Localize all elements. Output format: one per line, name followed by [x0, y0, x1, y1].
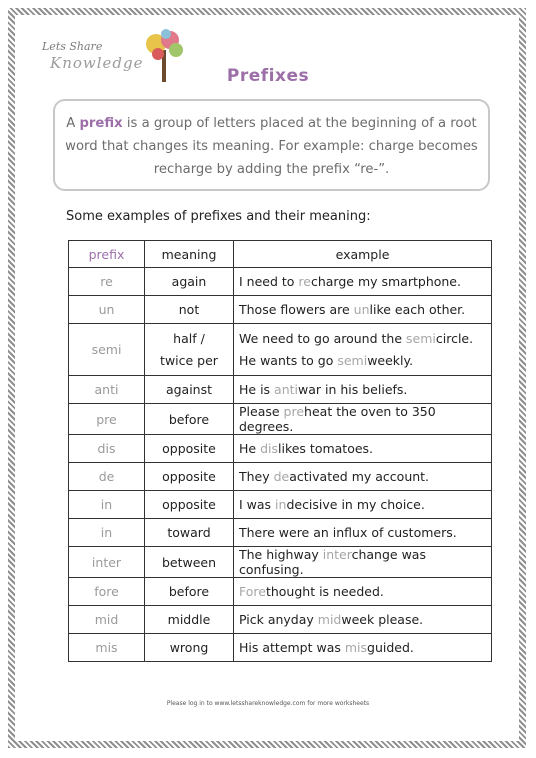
meaning-cell — [145, 268, 234, 296]
meaning-line: middle — [167, 612, 211, 627]
example-text: He is — [239, 382, 275, 397]
table-row — [69, 578, 492, 606]
definition-fragment: is a group of letters placed at the beginning of a root word that changes its meaning. For example: charge becomes recharge by adding the prefix “re-”. — [65, 116, 478, 177]
prefix-cell: anti — [69, 376, 145, 404]
example-cell — [234, 634, 492, 662]
table-row — [69, 606, 492, 634]
prefix-cell: inter — [69, 547, 145, 578]
example-text: Please — [239, 404, 284, 419]
example-prefix-highlight: un — [353, 302, 370, 317]
definition-text — [65, 116, 478, 177]
example-line — [239, 328, 486, 350]
example-text: heat the oven to 350 degrees. — [239, 404, 436, 434]
meaning-line: wrong — [169, 640, 209, 655]
subtitle: Some examples of prefixes and their meaning: — [66, 209, 371, 224]
prefix-cell: fore — [69, 578, 145, 606]
prefix-cell: semi — [69, 324, 145, 376]
example-line — [239, 404, 486, 434]
table-row — [69, 376, 492, 404]
meaning-line: again — [171, 274, 207, 289]
example-text: There were an influx of customers. — [239, 525, 457, 540]
table-row — [69, 634, 492, 662]
meaning-line: toward — [167, 525, 211, 540]
meaning-cell — [145, 435, 234, 463]
meaning-cell — [145, 519, 234, 547]
table-row — [69, 324, 492, 376]
prefix-cell: un — [69, 296, 145, 324]
example-line — [239, 640, 486, 655]
example-text: guided. — [367, 640, 414, 655]
example-prefix-highlight: semi — [406, 330, 436, 346]
example-line — [239, 441, 486, 456]
example-text: thought is needed. — [265, 584, 384, 599]
meaning-cell — [145, 376, 234, 404]
prefix-cell: re — [69, 268, 145, 296]
meaning-line: before — [168, 411, 210, 427]
meaning-cell — [145, 606, 234, 634]
meaning-line: twice per — [160, 352, 218, 368]
table-row — [69, 463, 492, 491]
example-text: His attempt was — [239, 640, 345, 655]
prefix-table — [68, 240, 492, 662]
prefix-cell: de — [69, 463, 145, 491]
footer-note: Please log in to www.letsshareknowledge.com for more worksheets — [166, 700, 370, 707]
meaning-cell — [145, 634, 234, 662]
table-row — [69, 547, 492, 578]
meaning-cell — [145, 463, 234, 491]
example-cell — [234, 606, 492, 634]
example-text: I was — [239, 497, 276, 512]
example-line — [239, 274, 486, 289]
example-line — [239, 584, 486, 599]
table-row — [69, 491, 492, 519]
example-line — [239, 497, 486, 512]
header-example: example — [234, 241, 492, 268]
logo-line2: Knowledge — [50, 54, 144, 72]
table-header-row — [69, 241, 492, 268]
definition-keyword: prefix — [79, 116, 123, 131]
meaning-line: before — [168, 584, 210, 599]
example-text: The highway — [239, 547, 323, 562]
table-body — [69, 268, 492, 662]
example-prefix-highlight: pre — [283, 404, 305, 419]
prefix-cell: mis — [69, 634, 145, 662]
meaning-line: against — [165, 382, 213, 397]
meaning-cell — [145, 491, 234, 519]
example-cell — [234, 376, 492, 404]
example-prefix-highlight: inter — [322, 547, 352, 562]
definition-box — [53, 99, 490, 191]
example-cell — [234, 296, 492, 324]
table-row — [69, 268, 492, 296]
example-text: circle. — [435, 330, 474, 346]
example-line — [239, 547, 486, 577]
example-text: He — [239, 441, 261, 456]
meaning-line: half / — [173, 330, 205, 346]
example-text: weekly. — [367, 352, 414, 368]
example-line — [239, 612, 486, 627]
example-text: Pick anyday — [239, 612, 318, 627]
example-prefix-highlight: re — [298, 274, 311, 289]
example-line — [239, 469, 486, 484]
example-cell — [234, 404, 492, 435]
header-prefix: prefix — [69, 241, 145, 268]
meaning-line: between — [161, 554, 217, 570]
example-prefix-highlight: de — [273, 469, 290, 484]
example-line — [239, 382, 486, 397]
meaning-line: opposite — [162, 469, 216, 484]
example-prefix-highlight: semi — [337, 352, 368, 368]
example-text: likes tomatoes. — [278, 441, 374, 456]
example-text: week please. — [341, 612, 424, 627]
prefix-cell: in — [69, 491, 145, 519]
example-cell — [234, 547, 492, 578]
page-title: Prefixes — [226, 66, 310, 86]
example-text: war in his beliefs. — [298, 382, 408, 397]
prefix-cell: in — [69, 519, 145, 547]
meaning-cell — [145, 578, 234, 606]
example-prefix-highlight: in — [275, 497, 287, 512]
example-text: I need to — [239, 274, 299, 289]
example-text: charge my smartphone. — [310, 274, 461, 289]
example-line — [239, 525, 486, 540]
table-row — [69, 435, 492, 463]
table-row — [69, 296, 492, 324]
example-prefix-highlight: mis — [344, 640, 368, 655]
definition-fragment: A — [66, 116, 80, 131]
example-cell — [234, 578, 492, 606]
example-text: They — [239, 469, 274, 484]
example-cell — [234, 435, 492, 463]
example-line — [239, 302, 486, 317]
example-line — [239, 350, 486, 372]
meaning-line: opposite — [162, 441, 216, 456]
example-text: decisive in my choice. — [286, 497, 425, 512]
example-text: We need to go around the — [239, 330, 406, 346]
example-text: Those flowers are — [239, 302, 354, 317]
meaning-cell — [145, 296, 234, 324]
example-cell — [234, 463, 492, 491]
meaning-cell — [145, 324, 234, 376]
example-prefix-highlight: Fore — [239, 584, 266, 599]
meaning-cell — [145, 547, 234, 578]
prefix-cell: mid — [69, 606, 145, 634]
prefix-cell: pre — [69, 404, 145, 435]
example-text: change was confusing. — [239, 547, 426, 577]
meaning-cell — [145, 404, 234, 435]
header-meaning: meaning — [145, 241, 234, 268]
example-prefix-highlight: dis — [260, 441, 278, 456]
example-prefix-highlight: anti — [274, 382, 298, 397]
prefix-cell: dis — [69, 435, 145, 463]
meaning-line: opposite — [162, 497, 216, 512]
example-cell — [234, 491, 492, 519]
example-prefix-highlight: mid — [317, 612, 342, 627]
example-cell — [234, 268, 492, 296]
example-text: like each other. — [369, 302, 466, 317]
example-cell — [234, 324, 492, 376]
logo-line1: Lets Share — [42, 40, 103, 53]
example-text: activated my account. — [289, 469, 430, 484]
table-row — [69, 404, 492, 435]
table-row — [69, 519, 492, 547]
example-text: He wants to go — [239, 352, 338, 368]
meaning-line: not — [178, 302, 200, 317]
example-cell — [234, 519, 492, 547]
